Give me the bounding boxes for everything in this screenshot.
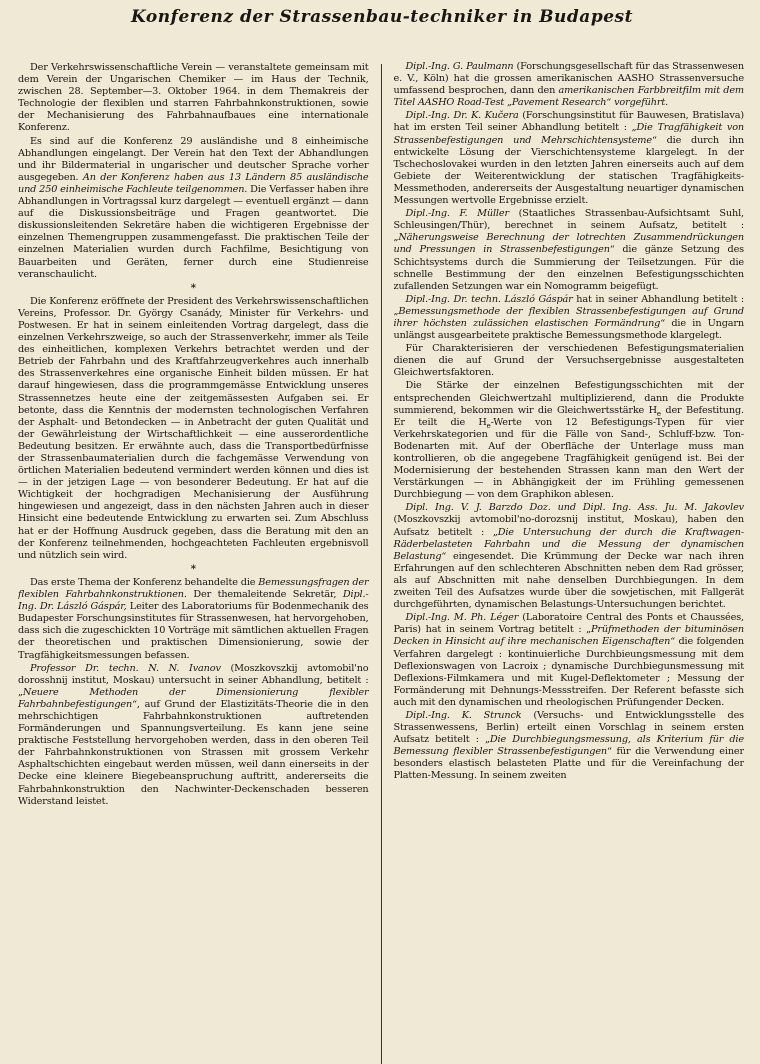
- text-run: Die Konferenz eröffnete der President des Verkehrswissenschaftlichen Vereins, Professor. Dr. György Csanády, Minister für Verkehrs- und Postwesen. Er hat in seinem einleitenden Vortrag dargelegt, dass die einzelnen Verkehrszweige, so auch der Strassenverkehr, immer als Teile des einheitlichen, komplexen Verkehrs betrachtet werden und der Betrieb der Fahrbahn und des Kraftfahrzeugverkehres auch innerhalb des Strassenverkehres eine organische Einheit bilden müssen. Er hat darauf hingewiesen, dass die programmgemässe Entwicklung unseres Strassennetzes heute eine der zeitgemässesten Aufgaben sei. Er betonte, dass die Kenntnis der modernsten technologischen Verfahren der Asphalt- und Betondecken — in Anbetracht der guten Qualität und der Gewährleistung der Wirtschaftlichkeit — eine ausserordentliche Bedeutung besitzen. Er erwähnte auch, dass die Transportbedürfnisse der Strassenbaumaterialien durch die fachgemässe Verwendung von örtlichen Materialien bedeutend vermindert werden können und dies ist — in der jetzigen Lage — von besonderer Bedeutung. Er hat auf die Wichtigkeit der hochgradigen Mechanisierung der Ausführung hingewiesen und angezeigt, dass in den nächsten Jahren auch in dieser Hinsicht eine bedeutende Entwicklung zu erwarten sei. Zum Abschluss hat er der Hoffnung Ausdruck gegeben, dass die Beratung mit den an der Konferenz teilnehmenden, hochgeachteten Fachleuten ergebnisvoll und nützlich sein wird.: [18, 295, 369, 561]
- article-title: Konferenz der Strassenbau-techniker in Budapest: [131, 7, 633, 27]
- paragraph: [393, 380, 744, 501]
- text-run: Der themaleitende Sekretär,: [186, 589, 343, 601]
- text-run: Leiter des Laboratoriums für Bodenmechanik des Budapester Forschungsinstitutes für Strassenwesen, hat hervorgehoben, dass sich die zugeschickten 10 Vorträge mit sämtlichen aktuellen Fragen der theoretischen und praktischen Dimensionierung, sowie der Tragfähigkeitsmessungen befassen.: [18, 601, 369, 661]
- text-run: *: [190, 282, 196, 294]
- article-body: [18, 62, 744, 1064]
- text-run: Das erste Thema der Konferenz behandelte die: [30, 576, 259, 588]
- italic-text: Die Durchbiegungsmessung, als Kriterium für die Bemessung flexibler Strassenbefestigungen: [393, 734, 744, 758]
- paragraph: [18, 62, 369, 135]
- text-run: “ die folgenden Verfahren dargelegt : kontinuierliche Durchbieungsmessung mit dem Deflexionswagen von Lacroix ; dynamische Durchbiegunsmessung mit Deflexions-Filmkamera und mit Kugel-Deflektometer ; Messung der Formänderung mit Dehnungs-Messstreifen. Der Referent befasste sich auch mit den dynamischen und rheologischen Prüfungender Decken.: [393, 636, 744, 708]
- text-run: Der Verkehrswissenschaftliche Verein — veranstaltete gemeinsam mit dem Verein der Ungarischen Chemiker — im Haus der Technik, zwischen 28. September—3. Oktober 1964. in dem Themakreis der Technologie der flexiblen und starren Fahrbahnkonstruktionen, sowie der Mechanisierung des Fahrbahnaufbaues eine internationale Konferenz.: [18, 62, 369, 134]
- italic-text: Dipl.-Ing. G. Paulmann: [405, 61, 514, 72]
- text-run: (Forschungsgesellschaft für das Strassenwesen e. V., Köln) hat die grossen amerikanischen AASHO Strassenversuche umfassend besprochen, dann den: [393, 61, 744, 97]
- text-run: “ für die Verwendung einer besonders elastisch belasteten Platte und für die Vereinfachung der Platten-Messung. In seinem zweiten: [393, 746, 744, 782]
- text-run: “ die durch ihn entwickelte Lösung der Vierschichtensysteme klargelegt. In der Tschechoslovakei wurden in den letzten Jahren einerseits auch auf dem Gebiete der Weiterentwicklung der statischen Tragfähigkeits-Messmethoden, andererseits der Ausgestaltung neuartiger dynamischen Messungen wertvolle Ergebnisse erzielt.: [393, 134, 744, 207]
- italic-text: Professor Dr. techn. N. N. Ivanov: [30, 662, 221, 674]
- left-column: [18, 62, 369, 1064]
- italic-text: Dipl.-Ing. F. Müller: [405, 208, 509, 220]
- italic-text: Bemessungsmethode der flexiblen Strassenbefestigungen auf Grund ihrer höchsten zulässichen elastischen Formändrung: [393, 305, 744, 329]
- paragraph: [18, 577, 369, 662]
- paragraph: [18, 296, 369, 562]
- subscript: e: [656, 409, 661, 418]
- paragraph: [18, 136, 369, 281]
- column-divider: [381, 64, 382, 1064]
- text-run: Es sind auf die Konferenz 29 ausländishe und 8 einheimische Abhandlungen eingelangt. Der Verein hat den Text der Abhandlungen und ihr Bildermaterial in ungarischer und deutscher Sprache vorher ausgegeben.: [18, 135, 369, 183]
- text-run: “ eingesendet. Die Krümmung der Decke war nach ihren Erfahrungen auf den schlechteren Abschnitten neben dem Rad grösser, als auf Abschnitten mit nahe denselben Durchbiegungen. In dem zweiten Teil des Aufsatzes wurde über die sowjetischen, mit Fallgerät durchgeführten, dynamischen Belastungs-Untersuchungen berichtet.: [393, 550, 744, 611]
- paragraph: [393, 110, 744, 207]
- paragraph: [393, 208, 744, 293]
- italic-text: An der Konferenz haben aus 13 Ländern 85 ausländische und 250 einheimische Fachleute teilgenommen.: [18, 171, 369, 195]
- text-run: Die Stärke der einzelnen Befestigungsschichten mit der entsprechenden Gleichwertzahl multiplizierend, dann die Produkte summierend, bekommen wir die Gleichwertsstärke H: [393, 380, 744, 416]
- text-run: der Befestitung. Er teilt die H: [393, 404, 744, 428]
- text-run: (Staatliches Strassenbau-Aufsichtsamt Suhl, Schleusingen/Thür), berechnet in seinem Aufsatz, betitelt : „: [393, 208, 744, 244]
- section-separator: [18, 564, 369, 576]
- right-column: [393, 61, 744, 1064]
- italic-text: Dipl. Ing. V. J. Barzdo Doz. und Dipl. Ing. Ass. Ju. M. Jakovlev: [405, 502, 744, 514]
- paragraph: [393, 343, 744, 379]
- text-run: Die Verfasser haben ihre Abhandlungen in Vortragssal kurz dargelegt — eventuell ergänzt — dann auf die Diskussionsbeiträge und Fragen geantwortet. Die diskussionsleitenden Sekretäre haben die wichtigeren Ergebnisse der einzelnen Themengruppen zusammengefasst. Die praktischen Teile der einzelnen Materialien wurden durch Fachfilme, Besichtigung von Bauarbeiten und Geräten, ferner durch eine Studienreise veranschaulicht.: [18, 183, 369, 280]
- paragraph: [18, 663, 369, 808]
- text-run: -Werte von 12 Befestigungs-Typen für vier Verkehrskategorien und für die Fälle von Sand-, Schluff-bzw. Ton-Bodenarten mit. Auf der Oberfläche der Unterlage muss man kontrollieren, ob die angegebene Tragfähigkeit genügend ist. Bei der Modernisierung der bestehenden Strassen kann man den Wert der Verstärkungen — in Abhängigkeit der im Frühling gemessenen Durchbiegung — von dem Graphikon ablesen.: [393, 416, 744, 501]
- text-run: (Versuchs- und Entwicklungsstelle des Strassenwessens, Berlin) erteilt einen Vorschlag in seinem ersten Aufsatz betitelt : „: [393, 709, 744, 746]
- italic-text: amerikanischen Farbbreitfilm mit dem Titel AASHO Road-Test „Pavement Research“ vorgeführt.: [393, 85, 744, 109]
- text-run: “ die in Ungarn unlängst ausgearbeitete praktische Bemessungsmethode klargelegt.: [393, 317, 744, 342]
- italic-text: Dipl.-Ing. K. Strunck: [405, 709, 522, 721]
- paragraph: [393, 61, 744, 109]
- text-run: *: [190, 563, 196, 575]
- section-separator: [18, 283, 369, 295]
- paragraph: [393, 294, 744, 342]
- italic-text: Näherungsweise Berechnung der lotrechten Zusammendrückungen und Pressungen in Strassenbefestigungen: [393, 232, 744, 256]
- text-run: hat in seiner Abhandlung betitelt : „: [393, 293, 744, 317]
- text-run: (Forschungsinstitut für Bauwesen, Bratislava) hat im ersten Teil seiner Abhandlung betitelt : „: [393, 110, 744, 134]
- italic-text: Die Tragfähigkeit von Strassenbefestigungen und Mehrschichtensysteme: [393, 122, 744, 146]
- italic-text: Prüfmethoden der bituminösen Decken in Hinsicht auf ihre mechanischen Eigenschaften: [393, 624, 744, 648]
- paragraph: [393, 612, 744, 709]
- italic-text: Die Untersuchung der durch die Kraftwagen-Räderbelasteten Fahrbahn und die Messung der dynamischen Belastung: [393, 526, 744, 562]
- subscript: e: [486, 421, 491, 430]
- text-run: “, auf Grund der Elastizitäts-Theorie die in den mehrschichtigen Fahrbahnkonstruktionen auftretenden Formänderungen und Spannungsverteilung. Es kann jene seine praktische Feststellung hervorgehoben werden, dass in den oberen Teil der Fahrbahnkonstruktionen von Strassen mit grossem Verkehr Asphaltschichten eingebaut werden müssen, weil dann einerseits in der Decke eine kleinere Biegebeanspruchung auftritt, andererseits die Fahrbahnkonstruktion den Nachwinter-Deckenschaden besseren Widerstand leistet.: [18, 698, 369, 807]
- italic-text: Bemessungsfragen der flexiblen Fahrbahnkonstruktionen.: [18, 576, 369, 601]
- text-run: Für Charakterisieren der verschiedenen Befestigungsmaterialien dienen die auf Grund der Versuchsergebnisse ausgestalteten Gleichwertsfaktoren.: [393, 343, 744, 379]
- text-run: “ die gänze Setzung des Schichtsystems durch die Summierung der Teilsetzungen. Für die schnelle Bestimmung der den einzelnen Befestigungsschichten zufallenden Setzungen war ein Nomogramm beigefügt.: [393, 244, 744, 292]
- text-run: (Moszkovszkij avtomobil'no dorosshnij institut, Moskau) untersucht in seiner Abhandlung, betitelt : „: [18, 662, 369, 698]
- italic-text: Dipl.-Ing. M. Ph. Léger: [405, 612, 519, 624]
- paragraph: [393, 710, 744, 783]
- italic-text: Dipl.-Ing. Dr. techn. László Gáspár: [405, 293, 573, 305]
- text-run: (Laboratoire Central des Ponts et Chaussées, Paris) hat in seinem Vortrag betitelt : „: [393, 612, 744, 636]
- italic-text: Dipl.-Ing. Dr. K. Kučera: [405, 110, 519, 122]
- italic-text: Dipl.-Ing. Dr. László Gáspár,: [18, 589, 369, 613]
- italic-text: Neuere Methoden der Dimensionierung flexibler Fahrbahnbefestigungen: [18, 686, 369, 710]
- paragraph: [393, 502, 744, 611]
- text-run: (Moszkovszkij avtomobil'no-dorozsnij institut, Moskau), haben den Aufsatz betitelt : „: [393, 514, 744, 538]
